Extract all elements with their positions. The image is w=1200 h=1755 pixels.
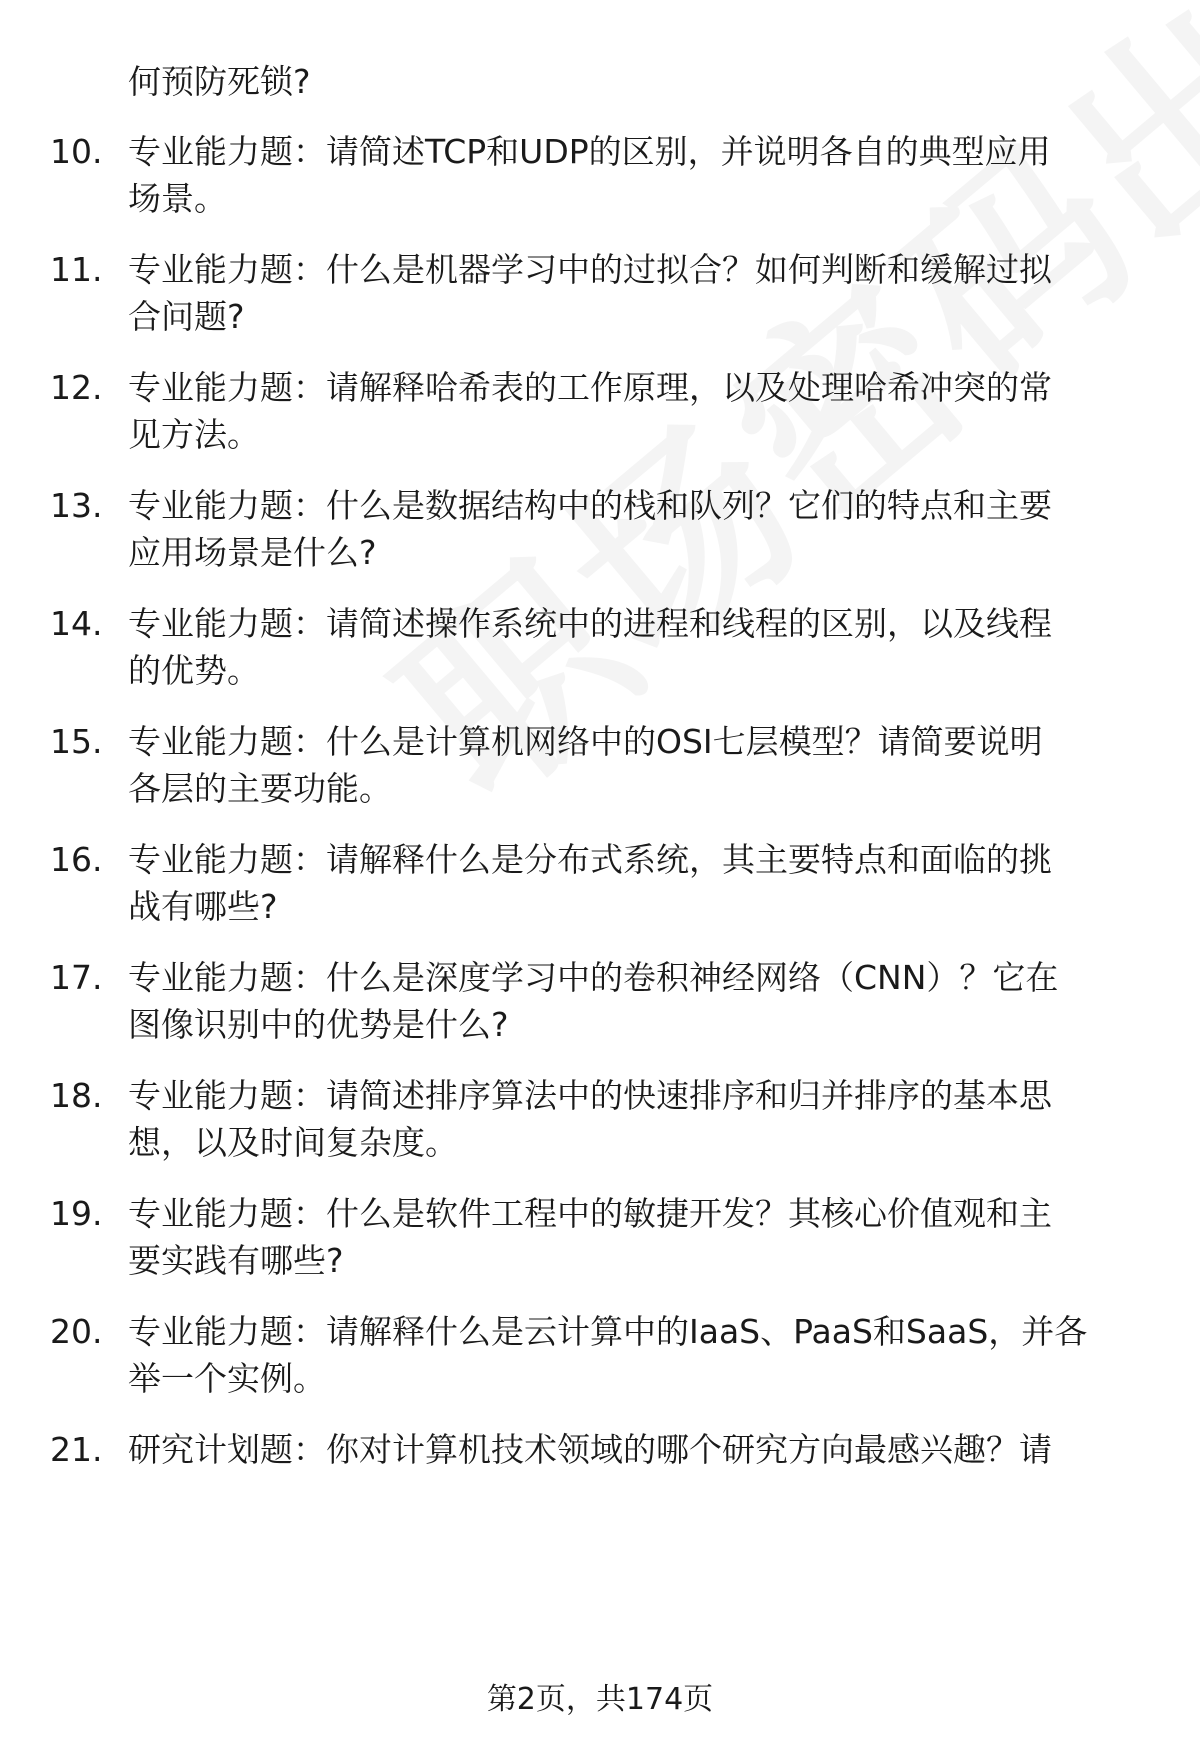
question-line: 专业能力题：请简述操作系统中的进程和线程的区别，以及线程	[128, 604, 1052, 643]
list-item	[0, 1308, 1200, 1408]
question-number: 15.	[50, 722, 103, 761]
page-number-footer: 第2页，共174页	[486, 1682, 714, 1717]
list-item	[0, 1426, 1200, 1526]
question-text	[128, 1308, 1148, 1402]
question-line: 专业能力题：请解释什么是云计算中的IaaS、PaaS和SaaS，并各	[128, 1312, 1088, 1351]
question-text	[128, 482, 1148, 576]
question-line: 场景。	[128, 179, 227, 218]
list-item	[0, 246, 1200, 346]
question-line: 合问题?	[128, 297, 245, 336]
question-line: 想，以及时间复杂度。	[128, 1123, 458, 1162]
list-item	[0, 954, 1200, 1054]
question-line: 专业能力题：什么是深度学习中的卷积神经网络（CNN）？它在	[128, 958, 1059, 997]
question-text	[128, 954, 1148, 1048]
question-number: 20.	[50, 1312, 103, 1351]
question-number: 17.	[50, 958, 103, 997]
question-text	[128, 600, 1148, 694]
list-item	[0, 718, 1200, 818]
question-line: 专业能力题：请简述TCP和UDP的区别，并说明各自的典型应用	[128, 132, 1051, 171]
question-line: 专业能力题：请解释哈希表的工作原理，以及处理哈希冲突的常	[128, 368, 1052, 407]
question-line: 的优势。	[128, 651, 260, 690]
question-line: 战有哪些?	[128, 887, 278, 926]
question-number: 11.	[50, 250, 103, 289]
question-line: 各层的主要功能。	[128, 769, 392, 808]
question-line: 专业能力题：请解释什么是分布式系统，其主要特点和面临的挑	[128, 840, 1052, 879]
question-line: 专业能力题：什么是软件工程中的敏捷开发？其核心价值观和主	[128, 1194, 1052, 1233]
question-text	[128, 128, 1148, 222]
question-number: 18.	[50, 1076, 103, 1115]
question-line: 要实践有哪些?	[128, 1241, 344, 1280]
question-text	[128, 1072, 1148, 1166]
question-line: 应用场景是什么?	[128, 533, 377, 572]
list-item	[0, 1072, 1200, 1172]
question-text	[128, 1426, 1148, 1473]
question-line: 研究计划题：你对计算机技术领域的哪个研究方向最感兴趣？请	[128, 1430, 1052, 1469]
question-line: 见方法。	[128, 415, 260, 454]
list-item	[0, 128, 1200, 228]
question-line: 专业能力题：什么是数据结构中的栈和队列？它们的特点和主要	[128, 486, 1052, 525]
question-text	[128, 718, 1148, 812]
question-text	[128, 1190, 1148, 1284]
list-item	[0, 836, 1200, 936]
question-number: 19.	[50, 1194, 103, 1233]
question-text	[128, 364, 1148, 458]
question-line: 专业能力题：什么是计算机网络中的OSI七层模型？请简要说明	[128, 722, 1043, 761]
question-text	[128, 246, 1148, 340]
question-number: 12.	[50, 368, 103, 407]
question-number: 14.	[50, 604, 103, 643]
continuation-text: 何预防死锁?	[128, 62, 311, 101]
question-number: 13.	[50, 486, 103, 525]
question-line: 专业能力题：什么是机器学习中的过拟合？如何判断和缓解过拟	[128, 250, 1052, 289]
question-line: 图像识别中的优势是什么?	[128, 1005, 509, 1044]
list-item	[0, 482, 1200, 582]
question-number: 16.	[50, 840, 103, 879]
list-item	[0, 600, 1200, 700]
question-line: 举一个实例。	[128, 1359, 326, 1398]
list-item	[0, 364, 1200, 464]
question-line: 专业能力题：请简述排序算法中的快速排序和归并排序的基本思	[128, 1076, 1052, 1115]
question-number: 10.	[50, 132, 103, 171]
question-number: 21.	[50, 1430, 103, 1469]
list-item	[0, 1190, 1200, 1290]
question-text	[128, 836, 1148, 930]
